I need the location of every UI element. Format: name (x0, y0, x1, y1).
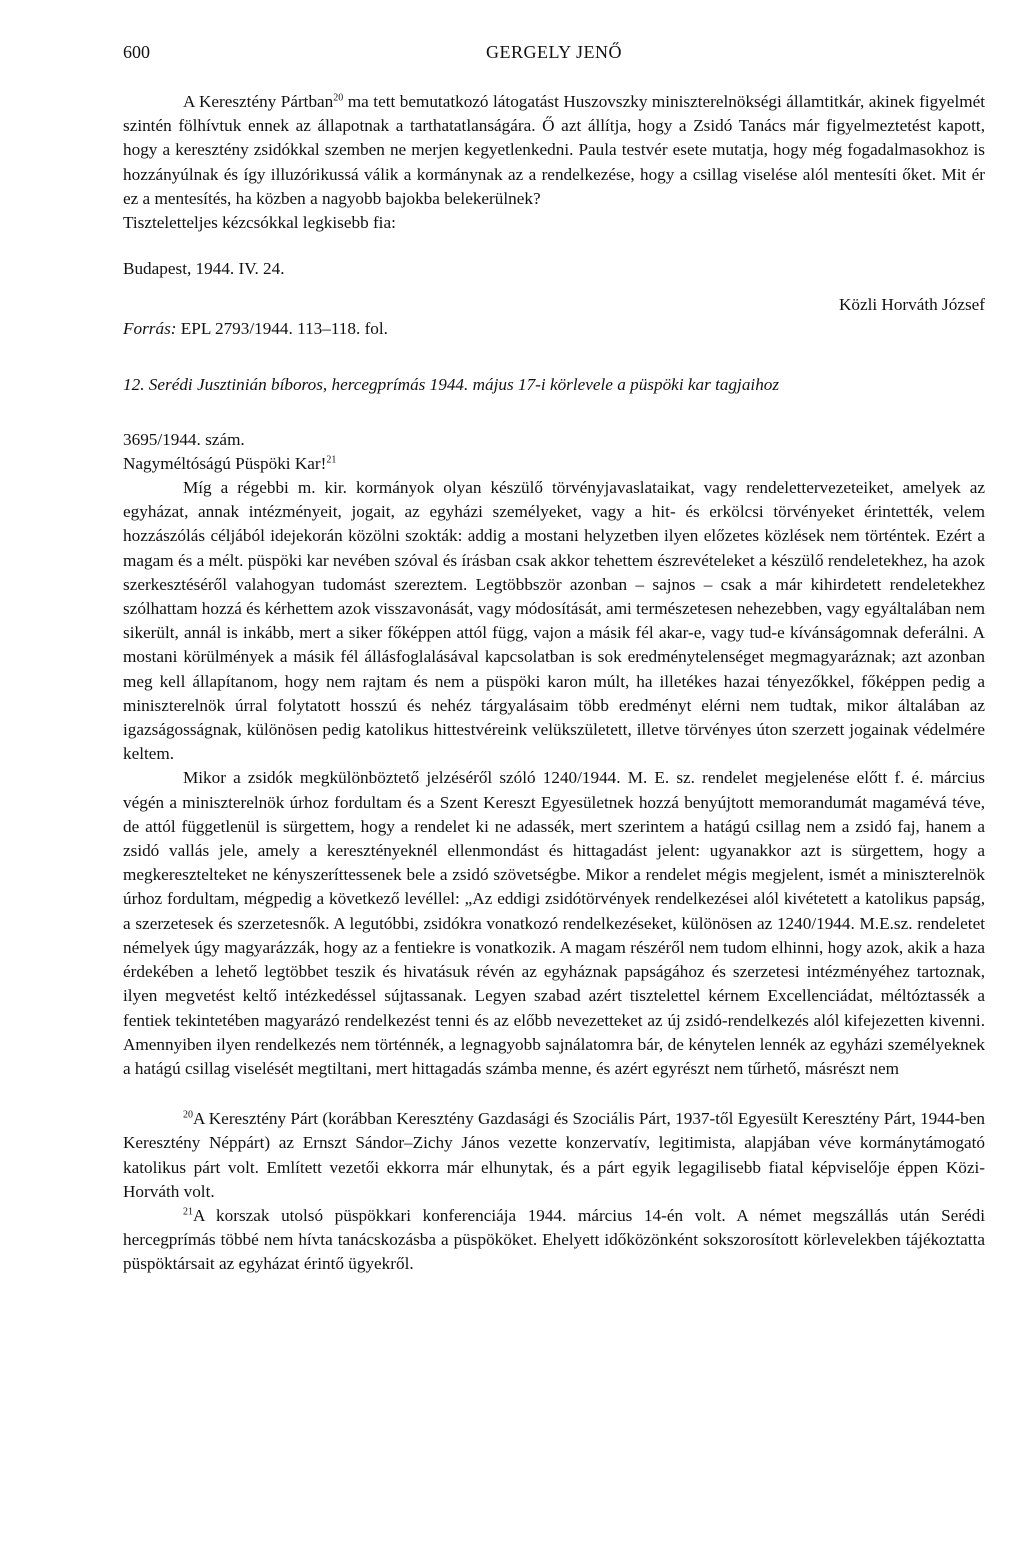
footnote-text: A korszak utolsó püspökkari konferenciája 1944. március 14-én volt. A német megszállás után Serédi hercegprímás többé nem hívta tanácskozásba a püspököket. Ehelyett időközönként sokszorosított körlevelekben tájékoztatta püspöktársait az egyházat érintő ügyekről. (123, 1205, 985, 1274)
salutation-text: Nagyméltóságú Püspöki Kar! (123, 453, 327, 473)
footnotes (123, 1107, 985, 1276)
document-page (123, 40, 985, 1277)
source-label: Forrás: (123, 319, 177, 339)
source-line (123, 317, 388, 341)
footnote-20 (123, 1107, 985, 1204)
page-header (123, 40, 985, 70)
footnote-text: A Keresztény Párt (korábban Keresztény Gazdasági és Szociális Párt, 1937-től Egyesült Keresztény Párt, 1944-ben Keresztény Néppárt) az Ernszt Sándor–Zichy János vezette konzervatív, legitimista, alapjában véve kormánytámogató katolikus párt volt. Említett vezetői ekkorra már elhunytak, és a párt egyik legagilisebb fiatal képviselője éppen Közi-Horváth volt. (123, 1109, 985, 1201)
running-title: GERGELY JENŐ (485, 42, 623, 62)
source-value: EPL 2793/1944. 113–118. fol. (176, 319, 388, 339)
salutation (123, 452, 985, 476)
letter-paragraph-start: A Keresztény Pártban (183, 92, 334, 111)
communicated-by: Közli Horváth József (838, 295, 985, 315)
letter-closing: Tiszteletteljes kézcsókkal legkisebb fia: (123, 213, 396, 233)
letter-paragraph-rest: ma tett bemutatkozó látogatást Huszovszky miniszterelnökségi államtitkár, akinek figyelmét szintén fölhívtuk ennek az állapotnak a tarthatatlanságára. Ő azt állítja, hogy a Zsidó Tanács már figyelmeztetést kapott, hogy a keresztény zsidókkal szemben ne merjen kegyetlenkedni. Paula testvér esete mutatja, hogy még fogadalmasokhoz is hozzányúlnak és így illuzórikussá válik a kormánynak az a rendelkezése, hogy a csillag viselése alól mentesíti őket. Mit ér ez a mentesítés, ha közben a nagyobb bajokba belekerülnek? (123, 92, 985, 208)
page-number: 600 (123, 42, 150, 62)
letter-date: Budapest, 1944. IV. 24. (123, 259, 285, 279)
footnote-ref-20: 20 (333, 92, 344, 104)
body-paragraph-2: Mikor a zsidók megkülönböztető jelzéséről szóló 1240/1944. M. E. sz. rendelet megjelenése előtt f. é. március végén a miniszterelnök úrhoz fordultam és a Szent Kereszt Egyesületnek hozzá benyújtott memorandumát magamévá téve, de attól függetlenül is sürgettem, hogy a rendelet ki ne adassék, mert szerintem a hatágú csillag nem a zsidó faj, hanem a zsidó vallás jele, amely a keresztényeknél ellenmondást és hittagadást jelent: ugyanakkor azt is sürgettem, hogy a megkeresztelteket ne kényszeríttessenek bele a zsidó szövetségbe. Mikor a rendelet mégis megjelent, ismét a miniszterelnök úrhoz fordultam, mégpedig a következő levéllel: „Az eddigi zsidótörvények rendelkezései alól kivétetett a katolikus papság, a szerzetesek és szerzetesnők. A legutóbbi, zsidókra vonatkozó rendelkezéseket, különösen az 1240/1944. M.E.sz. rendeletet némelyek úgy magyarázzák, hogy az a fentiekre is vonatkozik. A magam részéről nem tudom elhinni, hogy azok, akik a haza érdekében a lehető legtöbbet teszik és hivatásuk révén az egyháznak papságához és szerzetesi intézményéhez tartoznak, ilyen megvetést keltő intézkedéssel sújtassanak. Legyen szabad azért tisztelettel kérnem Excellenciádat, méltóztassék a fentiek tekintetében magyarázó rendelkezést tenni és az előbb nevezetteket az új zsidó-rendelkezés alól kifejezetten kivenni. Amennyiben ilyen rendelkezés nem történnék, a legnagyobb sajnálatomra bár, de kénytelen lennék az egyházi személyeknek a hatágú csillag viselését megtiltani, mert hittagadás számba menne, és azért egyrészt nem tűrhető, másrészt nem (123, 768, 985, 1078)
body-paragraph-1: Míg a régebbi m. kir. kormányok olyan készülő törvényjavaslataikat, vagy rendelettervezeteiket, amelyek az egyházat, annak intézményeit, jogait, az egyházi személyeket, vagy a hit- és erkölcsi törvényeket érintették, velem hozzászólás céljából idejekorán közölni szokták: addig a mostani helyzetben ilyen előzetes közlések nem történtek. Ezért a magam és a mélt. püspöki kar nevében szóval és írásban csak akkor tehettem észrevételeket a készülő rendeletekhez, ha azok szerkesztéséről valahogyan tudomást szereztem. Legtöbbször azonban – sajnos – csak a már kihirdetett rendeletekhez szólhattam hozzá és kérhettem azok visszavonását, vagy módosítását, ami természetesen nehezebben, vagy egyáltalában nem sikerült, annál is inkább, mert a siker főképpen attól függ, vajon a másik fél akar-e, vagy tud-e kívánságomnak deferálni. A mostani körülmények a másik fél állásfoglalásával kapcsolatban is sok eredménytelenséget megmagyaráznak; azt azonban meg kell állapítanom, hogy nem rajtam és nem a püspöki karon múlt, ha illetékes hazai tényezőkkel, főképpen pedig a miniszterelnök úrral folytatott hosszú és nehéz tárgyalásaim több eredményt elérni nem tudtak, mikor általában az igazságosságnak, különösen pedig katolikus hittestvéreink velükszületett, illetve törvényes úton szerzett jogainak védelmére keltem. (123, 478, 985, 764)
footnote-ref-21: 21 (326, 454, 337, 466)
footnote-marker: 20 (183, 1109, 193, 1121)
document-number: 3695/1944. szám. (123, 429, 245, 449)
letter-paragraph (123, 90, 985, 211)
source-block (123, 293, 985, 345)
footnote-21 (123, 1204, 985, 1277)
document-title: 12. Serédi Jusztinián bíboros, hercegprímás 1944. május 17-i körlevele a püspöki kar tagjaihoz (123, 375, 780, 395)
footnote-marker: 21 (183, 1206, 193, 1218)
